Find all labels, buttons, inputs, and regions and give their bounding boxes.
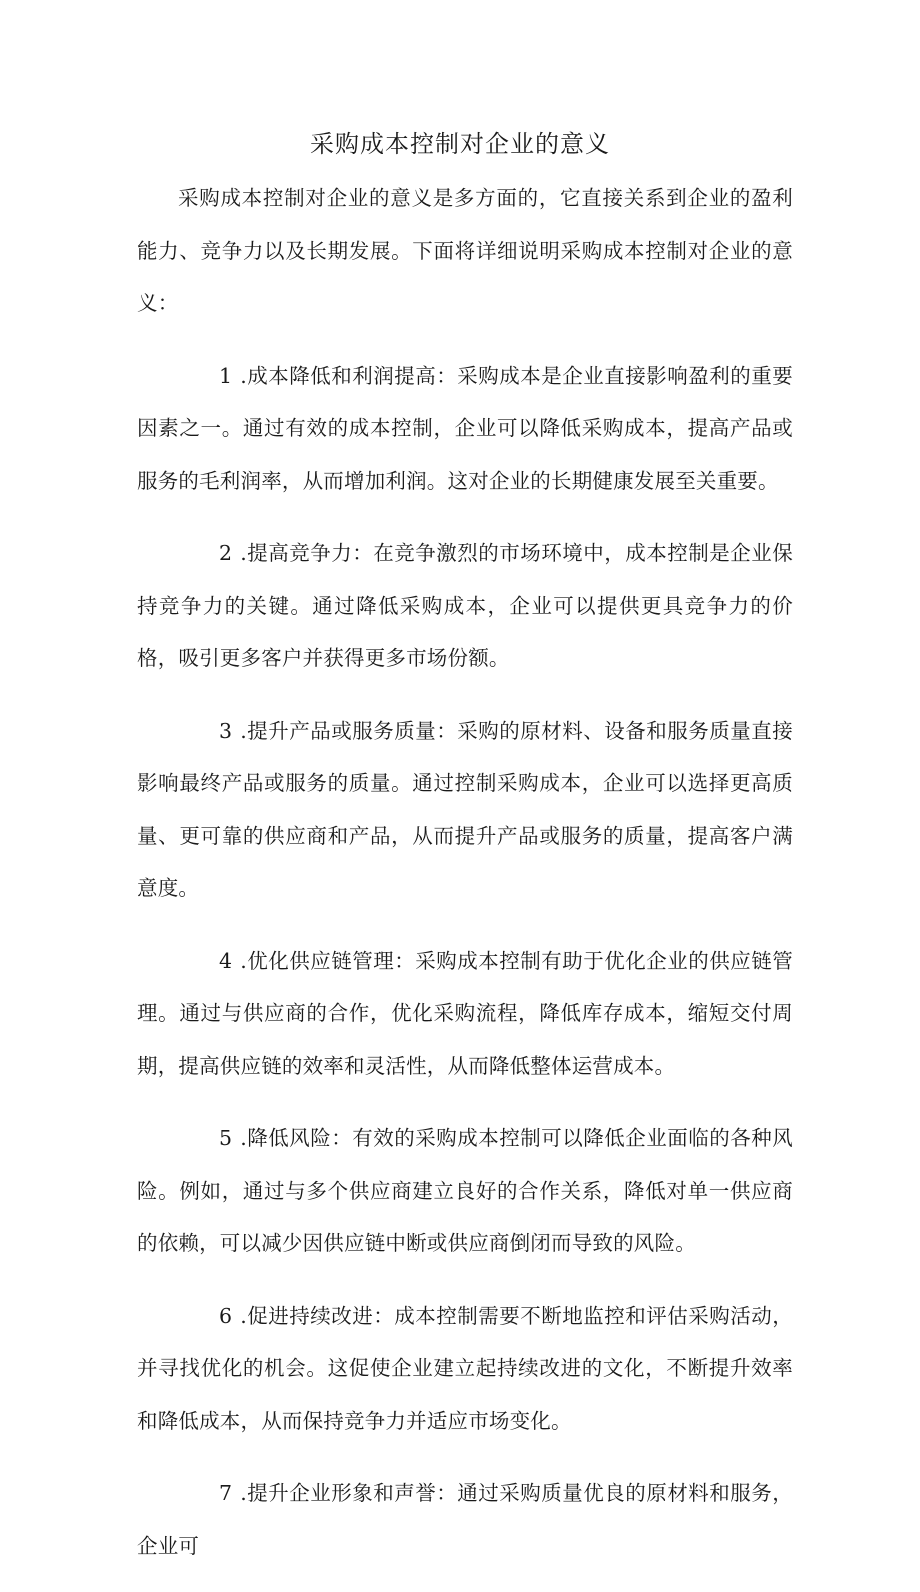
- item-text: .成本降低和利润提高：采购成本是企业直接影响盈利的重要因素之一。通过有效的成本控制，企业可以降低采购成本，提高产品或服务的毛利润率，从而增加利润。这对企业的长期健康发展至关重要。: [137, 363, 793, 493]
- item-number: 3: [219, 718, 233, 743]
- item-text: .降低风险：有效的采购成本控制可以降低企业面临的各种风险。例如，通过与多个供应商建立良好的合作关系，降低对单一供应商的依赖，可以减少因供应链中断或供应商倒闭而导致的风险。: [137, 1126, 793, 1255]
- document-body: [137, 172, 793, 1592]
- list-item-7: [137, 1467, 793, 1572]
- item-number: 4: [219, 948, 233, 973]
- item-number: 1: [219, 363, 233, 388]
- item-text: .提升产品或服务质量：采购的原材料、设备和服务质量直接影响最终产品或服务的质量。通过控制采购成本，企业可以选择更高质量、更可靠的供应商和产品，从而提升产品或服务的质量，提高客户满意度。: [137, 718, 793, 900]
- item-number: 2: [219, 541, 233, 565]
- list-item-5: [137, 1112, 793, 1270]
- list-item-6: [137, 1290, 793, 1448]
- item-number: 5: [219, 1126, 233, 1150]
- document-title: 采购成本控制对企业的意义: [310, 130, 610, 158]
- item-text: .促进持续改进：成本控制需要不断地监控和评估采购活动，并寻找优化的机会。这促使企业建立起持续改进的文化，不断提升效率和降低成本，从而保持竞争力并适应市场变化。: [137, 1303, 793, 1433]
- list-item-4: [137, 935, 793, 1093]
- item-text: .提升企业形象和声誉：通过采购质量优良的原材料和服务，企业可: [137, 1481, 793, 1558]
- intro-paragraph: 采购成本控制对企业的意义是多方面的，它直接关系到企业的盈利能力、竞争力以及长期发展。下面将详细说明采购成本控制对企业的意义：: [137, 186, 793, 315]
- list-item-2: [137, 527, 793, 685]
- list-item-1: [137, 350, 793, 508]
- list-item-3: [137, 705, 793, 915]
- item-number: 7: [219, 1481, 233, 1505]
- item-text: .提高竞争力：在竞争激烈的市场环境中，成本控制是企业保持竞争力的关键。通过降低采购成本，企业可以提供更具竞争力的价格，吸引更多客户并获得更多市场份额。: [137, 541, 793, 670]
- item-number: 6: [219, 1303, 233, 1328]
- item-text: .优化供应链管理：采购成本控制有助于优化企业的供应链管理。通过与供应商的合作，优化采购流程，降低库存成本，缩短交付周期，提高供应链的效率和灵活性，从而降低整体运营成本。: [137, 948, 793, 1078]
